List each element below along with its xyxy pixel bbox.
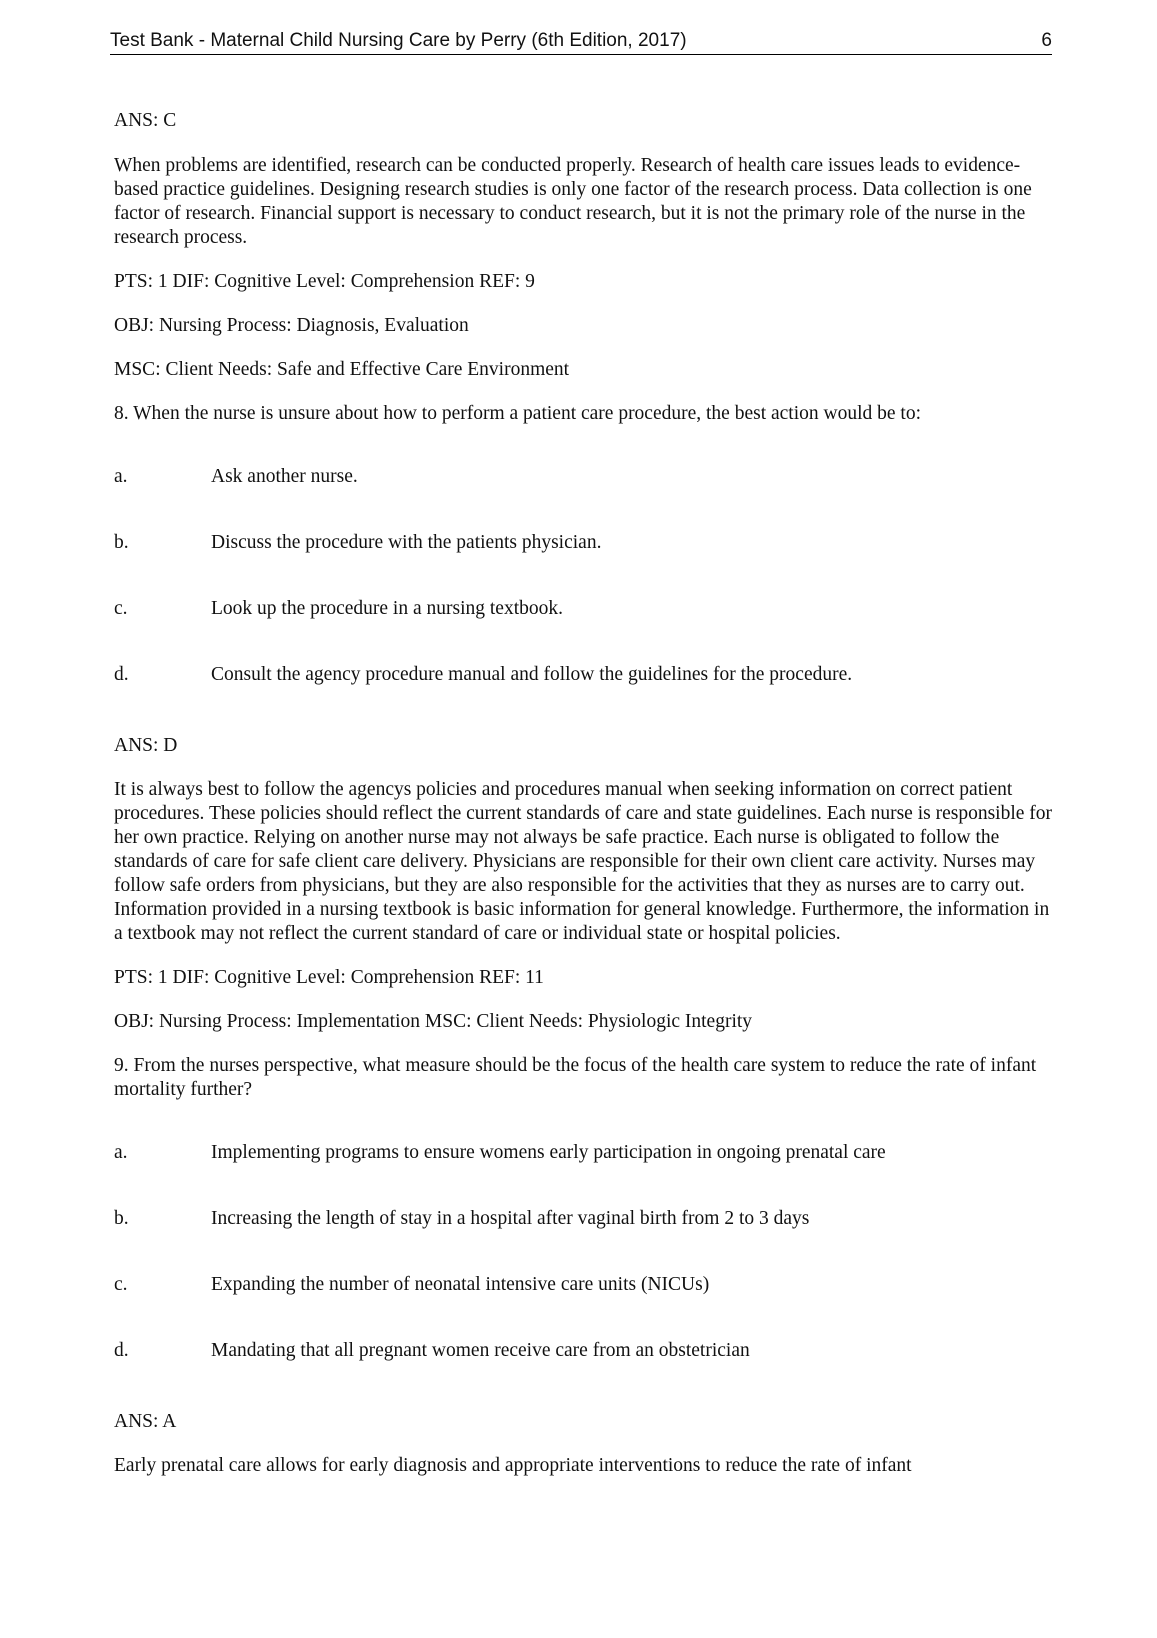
options-q9 — [114, 1141, 1059, 1363]
option-letter: b. — [114, 1208, 129, 1229]
option-letter: a. — [114, 1142, 128, 1163]
page-number: 6 — [1041, 30, 1052, 51]
option-q8-d — [114, 663, 1059, 687]
option-letter: a. — [114, 466, 128, 487]
options-q8 — [114, 465, 1059, 687]
rationale-q9: Early prenatal care allows for early diagnosis and appropriate interventions to reduce the rate of infant — [114, 1455, 912, 1476]
pts-q7: PTS: 1 DIF: Cognitive Level: Comprehension REF: 9 — [114, 271, 535, 292]
option-q8-c — [114, 597, 1059, 621]
page-header — [110, 30, 1052, 55]
rationale-q7: When problems are identified, research can be conducted properly. Research of health care issues leads to evidence-based practice guidelines. Designing research studies is only one factor of the research process. Data collection is one factor of research. Financial support is necessary to conduct research, but it is not the primary role of the nurse in the research process. — [114, 155, 1032, 248]
option-q8-b — [114, 531, 1059, 555]
option-text: Mandating that all pregnant women receive care from an obstetrician — [211, 1340, 750, 1361]
pts-q8: PTS: 1 DIF: Cognitive Level: Comprehension REF: 11 — [114, 967, 544, 988]
answer-q7: ANS: C — [114, 110, 177, 131]
option-q9-a — [114, 1141, 1059, 1165]
answer-q8: ANS: D — [114, 735, 178, 756]
document-title: Test Bank - Maternal Child Nursing Care by Perry (6th Edition, 2017) — [110, 30, 687, 51]
option-letter: b. — [114, 532, 129, 553]
question-8: 8. When the nurse is unsure about how to perform a patient care procedure, the best action would be to: — [114, 403, 922, 424]
option-text: Consult the agency procedure manual and follow the guidelines for the procedure. — [211, 664, 853, 685]
option-letter: c. — [114, 598, 128, 619]
option-q9-b — [114, 1207, 1059, 1231]
obj-q7: OBJ: Nursing Process: Diagnosis, Evaluation — [114, 315, 469, 336]
option-letter: d. — [114, 664, 129, 685]
option-q8-a — [114, 465, 1059, 489]
answer-q9: ANS: A — [114, 1411, 177, 1432]
obj-q8: OBJ: Nursing Process: Implementation MSC: Client Needs: Physiologic Integrity — [114, 1011, 753, 1032]
option-text: Discuss the procedure with the patients physician. — [211, 532, 602, 553]
page-content — [114, 109, 1059, 1478]
option-letter: d. — [114, 1340, 129, 1361]
option-q9-d — [114, 1339, 1059, 1363]
option-letter: c. — [114, 1274, 128, 1295]
rationale-q8: It is always best to follow the agencys policies and procedures manual when seeking information on correct patient procedures. These policies should reflect the current standards of care and state guidelines. Each nurse is responsible for her own practice. Relying on another nurse may not always be safe practice. Each nurse is obligated to follow the standards of care for safe client care delivery. Physicians are responsible for their own client care activity. Nurses may follow safe orders from physicians, but they are also responsible for the activities that they as nurses are to carry out. Information provided in a nursing textbook is basic information for general knowledge. Furthermore, the information in a textbook may not reflect the current standard of care or individual state or hospital policies. — [114, 779, 1053, 944]
option-text: Implementing programs to ensure womens early participation in ongoing prenatal care — [211, 1142, 886, 1163]
option-q9-c — [114, 1273, 1059, 1297]
option-text: Ask another nurse. — [211, 466, 358, 487]
question-9: 9. From the nurses perspective, what measure should be the focus of the health care system to reduce the rate of infant mortality further? — [114, 1055, 1037, 1100]
option-text: Look up the procedure in a nursing textbook. — [211, 598, 563, 619]
msc-q7: MSC: Client Needs: Safe and Effective Care Environment — [114, 359, 570, 380]
option-text: Expanding the number of neonatal intensive care units (NICUs) — [211, 1274, 710, 1295]
option-text: Increasing the length of stay in a hospital after vaginal birth from 2 to 3 days — [211, 1208, 810, 1229]
